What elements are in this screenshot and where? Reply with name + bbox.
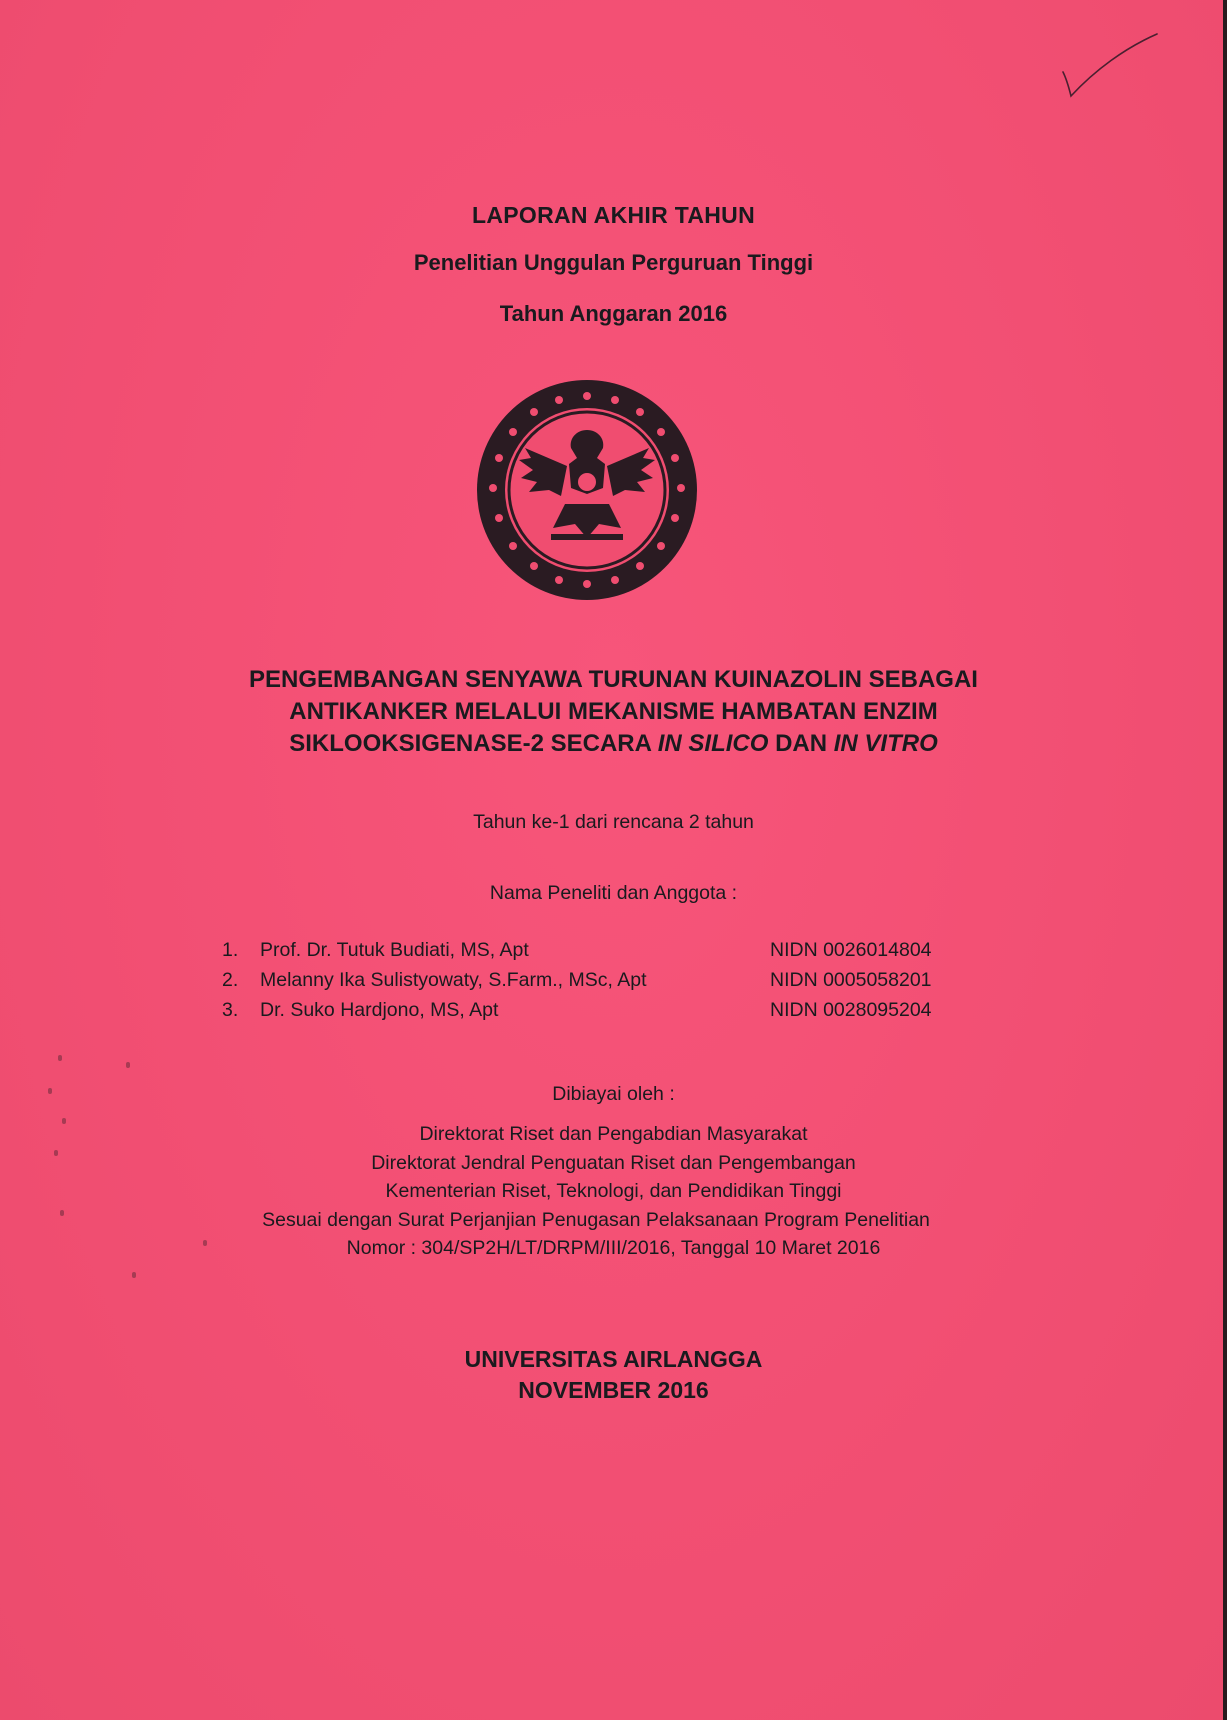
title-line-1: PENGEMBANGAN SENYAWA TURUNAN KUINAZOLIN SEBAGAI bbox=[249, 666, 978, 693]
member-nidn: NIDN 0026014804 bbox=[770, 939, 932, 961]
checkmark-icon bbox=[1055, 30, 1165, 110]
title-line-3-prefix: SIKLOOKSIGENASE-2 SECARA bbox=[289, 730, 658, 757]
funder-line-5: Nomor : 304/SP2H/LT/DRPM/III/2016, Tanggal 10 Maret 2016 bbox=[346, 1237, 881, 1259]
funder-line-4: Sesuai dengan Surat Perjanjian Penugasan Pelaksanaan Program Penelitian bbox=[262, 1208, 930, 1231]
member-name: Melanny Ika Sulistyowaty, S.Farm., MSc, Apt bbox=[260, 969, 647, 991]
university-seal-icon bbox=[475, 378, 699, 602]
member-nidn: NIDN 0005058201 bbox=[770, 969, 932, 991]
university-name: UNIVERSITAS AIRLANGGA bbox=[464, 1346, 763, 1372]
member-name: Dr. Suko Hardjono, MS, Apt bbox=[260, 999, 499, 1021]
members-label: Nama Peneliti dan Anggota : bbox=[489, 882, 738, 904]
funded-by-label: Dibiayai oleh : bbox=[552, 1083, 675, 1105]
member-nidn: NIDN 0028095204 bbox=[770, 999, 932, 1021]
member-list bbox=[222, 935, 982, 1025]
title-in-vitro: IN VITRO bbox=[833, 730, 938, 757]
member-row bbox=[222, 965, 982, 995]
funder-line-2: Direktorat Jendral Penguatan Riset dan Pengembangan bbox=[371, 1151, 856, 1174]
report-type-heading: LAPORAN AKHIR TAHUN bbox=[472, 202, 755, 228]
member-row bbox=[222, 995, 982, 1025]
title-in-silico: IN SILICO bbox=[657, 730, 769, 757]
research-scheme-heading: Penelitian Unggulan Perguruan Tinggi bbox=[413, 250, 814, 275]
funder-block bbox=[0, 1120, 1227, 1263]
budget-year-heading: Tahun Anggaran 2016 bbox=[499, 301, 728, 326]
title-line-3 bbox=[130, 728, 1097, 760]
project-year-text: Tahun ke-1 dari rencana 2 tahun bbox=[473, 811, 754, 833]
research-title bbox=[130, 664, 1097, 760]
member-number: 2. bbox=[222, 969, 239, 991]
member-number: 1. bbox=[222, 939, 239, 961]
member-number: 3. bbox=[222, 999, 239, 1021]
title-line-3-mid: DAN bbox=[768, 730, 834, 757]
funder-line-1: Direktorat Riset dan Pengabdian Masyarakat bbox=[419, 1123, 808, 1145]
funder-line-3: Kementerian Riset, Teknologi, dan Pendidikan Tinggi bbox=[385, 1180, 842, 1202]
member-row bbox=[222, 935, 982, 965]
report-date: NOVEMBER 2016 bbox=[518, 1377, 709, 1403]
title-line-2: ANTIKANKER MELALUI MEKANISME HAMBATAN ENZIM bbox=[289, 698, 938, 725]
member-name: Prof. Dr. Tutuk Budiati, MS, Apt bbox=[260, 939, 529, 961]
